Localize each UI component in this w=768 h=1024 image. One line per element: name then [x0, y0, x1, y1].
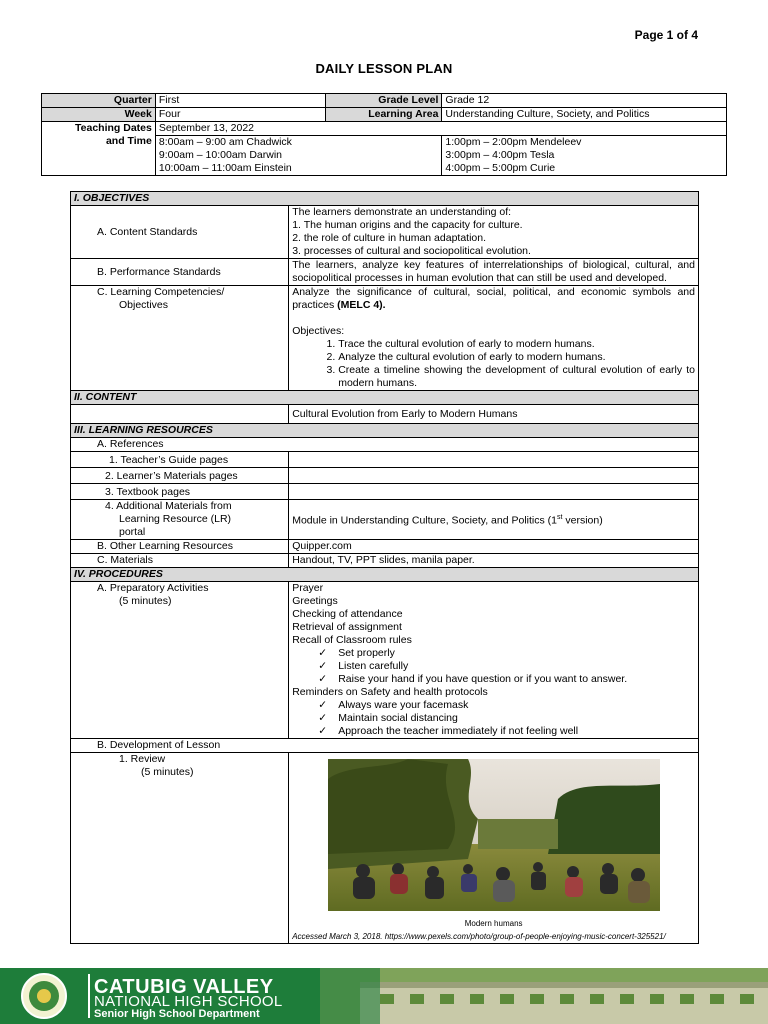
page-number: Page 1 of 4 [634, 28, 698, 42]
list-item: ✓ Raise your hand if you have question or if you want to answer. [338, 673, 695, 686]
area-label: Learning Area [325, 108, 442, 122]
melc-code: (MELC 4). [337, 299, 386, 311]
references-label: A. References [71, 438, 699, 452]
photo-credit: Accessed March 3, 2018. https://www.pexels.com/photo/group-of-people-enjoying-music-concert-325521/ [292, 932, 666, 941]
list-item: 3. Create a timeline showing the development of cultural evolution of early to modern humans. [338, 364, 695, 390]
school-footer-banner [0, 968, 768, 1024]
text-line: The learners demonstrate an understanding of: [292, 206, 512, 218]
reminders-list [292, 699, 695, 738]
additional-materials-label [71, 500, 289, 540]
content-value: Cultural Evolution from Early to Modern Humans [289, 405, 699, 424]
week-label: Week [42, 108, 156, 122]
other-resources-value: Quipper.com [289, 540, 699, 554]
text-line: 2. the role of culture in human adaptation. [292, 232, 487, 244]
list-item: 2. Analyze the cultural evolution of early to modern humans. [338, 351, 695, 364]
text-line: Learning Resource (LR) [119, 513, 232, 525]
learners-materials-value [289, 468, 699, 484]
content-standards-label: A. Content Standards [71, 206, 289, 259]
quarter-label: Quarter [42, 94, 156, 108]
text-line: Recall of Classroom rules [292, 634, 412, 646]
module-text-tail: version) [562, 514, 603, 527]
text-line: (5 minutes) [119, 595, 172, 607]
module-text: Module in Understanding Culture, Society, and Politics (1 [292, 514, 557, 527]
school-seal-icon [14, 972, 74, 1020]
times-left [155, 136, 442, 176]
text-line: 3. processes of cultural and sociopolitical evolution. [292, 245, 531, 257]
text-line: Prayer [292, 582, 324, 594]
grade-label: Grade Level [325, 94, 442, 108]
quarter-value: First [155, 94, 325, 108]
text-line: Reminders on Safety and health protocols [292, 686, 488, 698]
grade-value: Grade 12 [442, 94, 727, 108]
objectives-list [292, 338, 695, 390]
times-right [442, 136, 727, 176]
development-label: B. Development of Lesson [71, 739, 699, 753]
time-slot: 10:00am – 11:00am Einstein [158, 162, 292, 174]
section-procedures: IV. PROCEDURES [71, 568, 699, 582]
learners-materials-label: 2. Learner’s Materials pages [71, 468, 289, 484]
page-title: DAILY LESSON PLAN [315, 61, 453, 76]
text-line: Checking of attendance [292, 608, 403, 620]
time-slot: 1:00pm – 2:00pm Mendeleev [445, 136, 582, 148]
review-label [71, 753, 289, 944]
performance-standards-label: B. Performance Standards [71, 259, 289, 286]
time-slot: 8:00am – 9:00 am Chadwick [158, 136, 292, 148]
time-slot: 3:00pm – 4:00pm Tesla [445, 149, 555, 161]
section-content: II. CONTENT [71, 391, 699, 405]
school-building-image [320, 968, 768, 1024]
competencies-label [71, 286, 289, 391]
dates-label [42, 122, 156, 176]
list-item: ✓ Maintain social distancing [338, 712, 695, 725]
time-slot: 9:00am – 10:00am Darwin [158, 149, 283, 161]
text-line: 1. The human origins and the capacity for culture. [292, 219, 523, 231]
list-item: ✓ Always ware your facemask [338, 699, 695, 712]
content-empty [71, 405, 289, 424]
section-objectives: I. OBJECTIVES [71, 192, 699, 206]
school-name-line1: CATUBIG VALLEY [94, 976, 274, 998]
content-standards-value [289, 206, 699, 259]
text-line: C. Learning Competencies/ [97, 286, 225, 298]
dates-label-line2: and Time [105, 135, 152, 147]
text-line: Objectives [119, 299, 169, 311]
teachers-guide-value [289, 452, 699, 468]
list-item: 1. Trace the cultural evolution of early to modern humans. [338, 338, 695, 351]
teachers-guide-label: 1. Teacher’s Guide pages [71, 452, 289, 468]
competency-text: Analyze the significance of cultural, social, political, and economic symbols and practices [292, 286, 695, 311]
superscript: st [557, 514, 563, 522]
textbook-label: 3. Textbook pages [71, 484, 289, 500]
competencies-value [289, 286, 699, 391]
list-item: ✓ Listen carefully [338, 660, 695, 673]
text-line: Retrieval of assignment [292, 621, 402, 633]
lesson-plan-table [70, 191, 699, 944]
time-slot: 4:00pm – 5:00pm Curie [445, 162, 556, 174]
review-value [289, 753, 699, 944]
text-line: A. Preparatory Activities [97, 582, 209, 594]
school-name-line2: NATIONAL HIGH SCHOOL [94, 993, 283, 1010]
section-resources: III. LEARNING RESOURCES [71, 424, 699, 438]
performance-standards-value: The learners, analyze key features of interrelationships of biological, cultural, and sociopolitical processes in human evolution that can still be used and developed. [289, 259, 699, 286]
textbook-value [289, 484, 699, 500]
preparatory-label [71, 582, 289, 739]
text-line: 1. Review [119, 753, 166, 765]
rules-list [292, 647, 695, 686]
other-resources-label: B. Other Learning Resources [71, 540, 289, 554]
text-line: portal [119, 526, 146, 538]
dates-label-line1: Teaching Dates [75, 122, 152, 134]
text-line: Greetings [292, 595, 338, 607]
concert-crowd-photo [328, 759, 660, 911]
text-line: 4. Additional Materials from [105, 500, 232, 512]
photo-caption: Modern humans [464, 919, 523, 928]
footer-divider [88, 974, 90, 1018]
week-value: Four [155, 108, 325, 122]
materials-label: C. Materials [71, 554, 289, 568]
objectives-heading: Objectives: [292, 325, 345, 337]
materials-value: Handout, TV, PPT slides, manila paper. [289, 554, 699, 568]
additional-materials-value [289, 500, 699, 540]
list-item: ✓ Set properly [338, 647, 695, 660]
area-value: Understanding Culture, Society, and Politics [442, 108, 727, 122]
header-table [41, 93, 727, 176]
list-item: ✓ Approach the teacher immediately if not feeling well [338, 725, 695, 738]
school-department: Senior High School Department [94, 1008, 260, 1020]
date-value: September 13, 2022 [155, 122, 726, 136]
preparatory-value [289, 582, 699, 739]
text-line: (5 minutes) [141, 766, 194, 778]
